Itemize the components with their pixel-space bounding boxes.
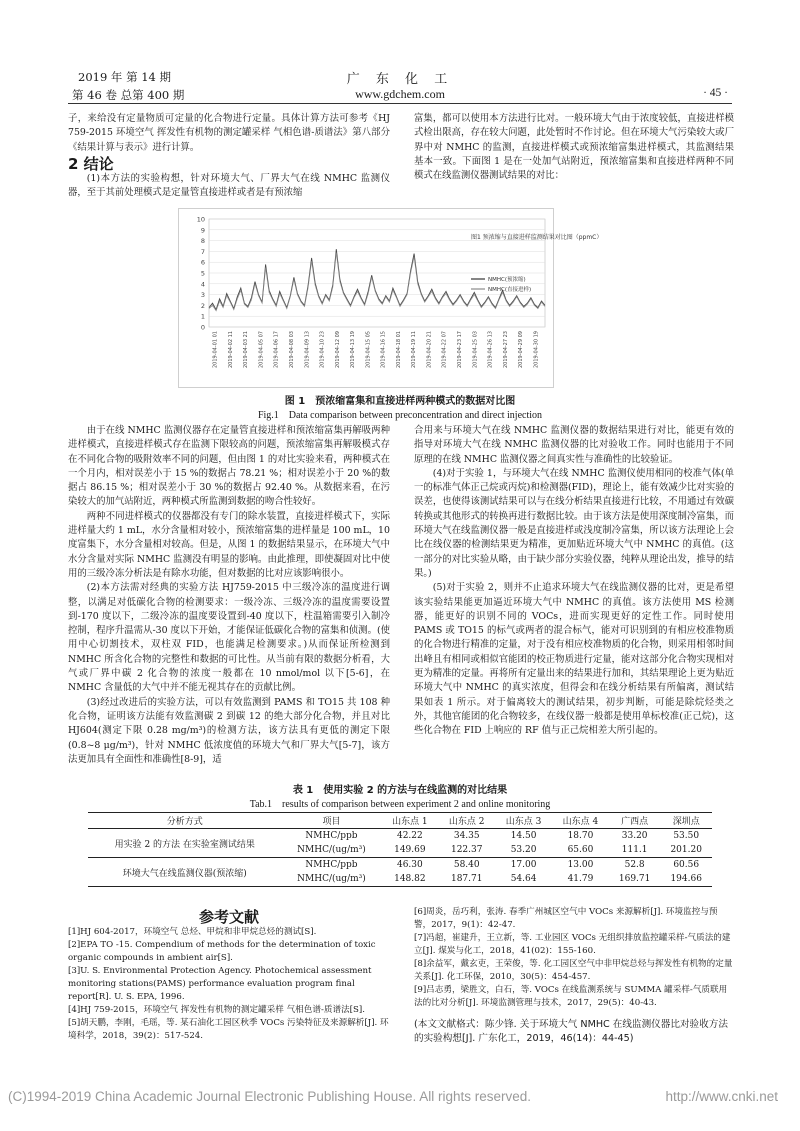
figure-caption-cn: 图 1 预浓缩富集和直接进样两种模式的数据对比图 [284,396,516,407]
references-heading: 参考文献 [198,908,259,926]
footer-copyright: (C)1994-2019 China Academic Journal Electronic Publishing House. All rights reserved. [8,1089,532,1104]
y-tick-label: 7 [200,247,205,256]
x-tick-label: 2019-04-10 23 [319,331,326,369]
x-tick-label: 2019-04-25 03 [472,331,479,369]
reference-item: [4]HJ 759-2015，环境空气 挥发性有机物的测定罐采样 气相色谱-质谱法[S]. [68,1005,365,1015]
x-tick-label: 2019-04-06 17 [273,331,280,369]
x-tick-label: 2019-04-20 21 [426,331,433,369]
reference-item: [3]U. S. Environmental Protection Agency. Photochemical assessment monitoring stations(PAMS) performance evaluation program final report[R]. U. S. EPA, 1996. [68,966,372,1002]
table-cell: 65.60 [567,845,594,855]
y-tick-label: 8 [200,237,205,246]
issue-label: 2019 年 第 14 期 [78,70,172,84]
reference-item: [9]吕志勇，梁胜文，白石，等. VOCs 在线监测系统与 SUMMA 罐采样-气质联用法的比对分析[J]. 环境监测管理与技术，2017，29(5)：40-43. [414,985,728,1008]
table-row [88,829,712,844]
x-tick-label: 2019-04-13 19 [350,331,357,369]
table-cell: 169.71 [618,874,651,884]
mid-left-paragraph-1: 由于在线 NMHC 监测仪器存在定量管直接进样和预浓缩富集再解吸两种进样模式，直接进样模式存在监测下限较高的问题，预浓缩富集再解吸模式存在不同化合物的吸附效率不同的问题，但由图 1 的对比实验来看，两种模式在一个月内，相对误差小于 15 %的数据占 78.21 %；相对误差小于 20 %的数据占 86.15 %；相对误差小于 30 %的数据占 92.40 %。从数据来看，在污染较大的加气站附近，两种模式所监测到数据的吻合性较好。 [68,425,390,508]
chart-title: 图1 预浓缩与直接进样监测结果对比图（ppmC） [471,234,603,241]
table-cell: 122.37 [450,845,483,855]
table-cell: 17.00 [510,860,537,870]
table-cell: 60.56 [673,860,700,870]
reference-item: [1]HJ 604-2017，环境空气 总烃、甲烷和非甲烷总烃的测试[S]. [68,927,317,937]
table-cell: 149.69 [394,845,426,855]
results-table [88,812,712,887]
x-tick-label: 2019-04-30 19 [533,331,540,369]
table-cell: 18.70 [567,831,594,841]
table-header: 山东点 3 [505,817,542,827]
table-header: 广西点 [621,817,649,827]
table-header: 深圳点 [672,817,700,827]
table-header: 山东点 1 [392,817,428,827]
right-top-column [414,112,734,183]
page-number: · 45 · [703,87,728,99]
reference-item: [8]余益军，戴玄吏，王荣俊，等. 化工园区空气中非甲烷总烃与挥发性有机物的定量关系[J]. 化工环保，2010，30(5)：454-457. [414,959,733,982]
mid-left-paragraph-4: (3)经过改进后的实验方法，可以有效监测到 PAMS 和 TO15 共 108 种化合物，证明该方法能有效监测碳 2 到碳 12 的绝大部分化合物，并且对比 HJ604(测定下限 0.28 mg/m³)的检测方法，该方法具有更低的测定下限(0.8~8 μg/m³)，针对 NMHC 低浓度值的环境大气和厂界大气[5-7]，该方法更加具有全面性和准确性[8-9]，适 [68,696,390,765]
table-cell: 54.64 [510,874,537,884]
table-item-cell: NMHC/ppb [305,831,358,841]
references-right [414,906,734,1010]
chart-canvas [179,209,603,387]
mid-left-paragraph-2: 两种不同进样模式的仪器都没有专门的除水装置，直接进样模式下，实际进样量大约 1 mL，水分含量相对较小，预浓缩富集的进样量是 100 mL，10 度富集下，水分含量相对较高。但是，从图 1 的数据结果显示，在环境大气中水分含量对实际 NMHC 监测没有明显的影响。由此推理，即使凝固对比中使用的三级冷冻分析法是有除水功能，但对数据的比对应该影响很小。 [68,510,390,579]
table-cell: 42.22 [396,831,423,841]
y-tick-label: 10 [196,215,205,224]
figure-1-chart [178,208,603,388]
table-method-cell: 环境大气在线监测仪器(预浓缩) [122,868,247,879]
mid-right-paragraph-2: (4)对于实验 1，与环境大气在线 NMHC 监测仪使用相同的校准气体(单一的标准气体正己烷或丙烷)和检测器(FID)，理论上，能有效减少比对实验的误差，也使得该测试结果可以与在线分析结果直接进行比较，不用通过有效碳转换或其他形式的转换再进行数据比较。由于该方法是使用深度制冷富集，而环境大气在线监测仪器一般是直接进样或浅度制冷富集，所以该方法理论上会比在线仪器的检测结果更为精准，更加贴近环境大气中 NMHC 的真值。(这一部分的对比实验从略，由于缺少部分实验仪器，纯粹从理论出发，推导的结果。) [414,467,734,579]
table-cell: 46.30 [396,860,423,870]
table-cell: 53.20 [510,845,537,855]
citation-format: (本文文献格式：陈少锋. 关于环境大气 NMHC 在线监测仪器比对验收方法的实验构想[J]. 广东化工，2019，46(14)：44-45) [414,1019,728,1044]
intro-paragraph: 子，来给没有定量物质可定量的化合物进行定量。具体计算方法可参考《HJ 759-2015 环境空气 挥发性有机物的测定罐采样 气相色谱-质谱法》第八部分《结果计算与表示》进行计算。 [68,113,390,153]
right-mid-column [414,424,734,739]
y-tick-label: 5 [200,269,205,278]
x-tick-label: 2019-04-12 09 [334,331,341,369]
mid-right-paragraph-1: 合用来与环境大气在线 NMHC 监测仪器的数据结果进行对比，能更有效的指导对环境大气在线 NMHC 监测仪器的比对验收工作。同时也能用于不同原理的在线 NMHC 监测仪器之间真实性与准确性的比较验证。 [414,425,734,465]
x-tick-label: 2019-04-18 01 [395,331,402,369]
table-item-cell: NMHC/(ug/m³) [297,845,366,855]
left-mid-column [68,424,390,767]
footer-url[interactable]: http://www.cnki.net [665,1089,778,1104]
results-table-wrapper [88,812,712,887]
table-row [88,858,712,873]
right-top-paragraph: 富集，都可以使用本方法进行比对。一般环境大气由于浓度较低，直接进样模式检出限高，存在较大问题，此处暂时不作讨论。但在环境大气污染较大或厂界中对 NMHC 的监测，直接进样模式或预浓缩富集进样模式，其监测结果基本一致。下面图 1 是在一处加气站附近，预浓缩富集和直接进样两种不同模式在线监测仪器测试结果的对比： [414,113,734,182]
x-tick-label: 2019-04-08 03 [289,331,295,369]
x-tick-label: 2019-04-01 01 [212,331,219,369]
table-header: 山东点 4 [562,817,599,827]
table-header: 山东点 2 [448,817,485,827]
figure-caption-en: Fig.1 Data comparison between preconcentration and direct injection [257,410,543,421]
table-header: 分析方式 [166,817,203,827]
table-cell: 41.79 [567,874,594,884]
table-cell: 14.50 [510,831,537,841]
table-cell: 148.82 [394,874,426,884]
header-rule [68,103,732,104]
y-tick-label: 0 [200,323,205,332]
mid-right-paragraph-3: (5)对于实验 2，则并不止追求环境大气在线监测仪器的比对，更是希望该实验结果能更加逼近环境大气中 NMHC 的真值。该方法使用 MS 检测器，能更好的识别不同的 VOCs，进而实现更好的定性工作。同时使用 PAMS 或 TO15 的标气或两者的混合标气，能对可识别到的有相应校准物质的化合物进行精准的定量，对于没有相应校准物质的化合物，则采用相邻时间出峰且有相同或相似官能团的校正物质进行定量，能对这部分化合物实现相对更为精准的定量。再将所有定量出来的结果进行加和，其结果理论上更为贴近环境大气中 NMHC 的真实浓度，但得会和在线分析结果有所偏离，测试结果如表 1 所示。对于偏离较大的测试结果，初步判断，可能是除烷烃类之外，其他官能团的化合物较多，在线仪器一般都是使用单标校准(正己烷)，这些化合物在 FID 上响应的 RF 值与正己烷相差大所引起的。 [414,582,734,737]
reference-item: [6]周炎，岳巧利，张涛. 春季广州城区空气中 VOCs 来源解析[J]. 环境监控与预警，2017，9(1)：42-47. [414,907,718,930]
table-method-cell: 用实验 2 的方法 在实验室测试结果 [114,839,255,850]
journal-name: 广 东 化 工 [346,72,454,87]
table-cell: 34.35 [453,831,480,841]
left-top-column [68,112,390,201]
x-tick-label: 2019-04-27 23 [502,331,509,369]
x-tick-label: 2019-04-05 07 [258,331,265,369]
table-cell: 201.20 [670,845,702,855]
table-cell: 111.1 [621,845,648,855]
y-tick-label: 4 [200,280,205,289]
x-tick-label: 2019-04-09 13 [304,331,311,369]
table-item-cell: NMHC/ppb [305,860,358,870]
y-tick-label: 9 [200,226,205,235]
section-heading: 2 结论 [68,154,114,173]
table-item-cell: NMHC/(ug/m³) [297,874,366,884]
x-tick-label: 2019-04-02 11 [227,331,234,369]
y-tick-label: 2 [200,301,205,310]
legend-label: NMHC(直接进样) [488,287,532,294]
table-cell: 52.8 [624,860,645,870]
table-header-row [88,813,712,829]
references-left [68,926,390,1043]
table-cell: 33.20 [621,831,648,841]
table-caption-cn: 表 1 使用实验 2 的方法与在线监测的对比结果 [292,785,508,796]
table-cell: 194.66 [670,874,702,884]
x-tick-label: 2019-04-26 13 [487,331,494,369]
reference-item: [5]胡天鹏，李刚，毛瑶，等. 某石油化工园区秋季 VOCs 污染特征及来源解析[J]. 环境科学，2018，39(2)：517-524. [68,1018,389,1041]
table-cell: 13.00 [567,860,594,870]
x-tick-label: 2019-04-19 11 [411,331,418,369]
x-tick-label: 2019-04-29 09 [518,331,525,369]
volume-label: 第 46 卷 总第 400 期 [72,88,185,102]
mid-left-paragraph-3: (2)本方法需对经典的实验方法 HJ759-2015 中三级冷冻的温度进行调整，以满足对低碳化合物的检测要求：一级冷冻、三级冷冻的温度需要设置到-170 度以下，二级冷冻的温度要设置到-40 度以下，柱温箱需要引入制冷控制，程序升温需从-30 度以下开始，才能保证低碳化合物的富集和侦测。(使用中心切割技术，双柱双 FID，也能满足检测要求。)从而保证所检测到 NMHC 所含化合物的完整性和数据的可比性。从当前有限的数据分析看，大气或厂界中碳 2 化合物的浓度一般都在 10 nmol/mol 以下[5-6]，在 NMHC 含量低的大气中并不能无视其存在的贡献比例。 [68,582,390,694]
table-cell: 53.50 [673,831,700,841]
x-tick-label: 2019-04-15 05 [365,331,372,369]
reference-item: [2]EPA TO -15. Compendium of methods for the determination of toxic organic compounds in ambient air[S]. [68,940,376,963]
x-tick-label: 2019-04-03 21 [243,331,250,369]
conclusion-paragraph-1: (1)本方法的实验构想，针对环境大气、厂界大气在线 NMHC 监测仪器，至于其前处理模式是定量管直接进样或者是有预浓缩 [68,173,390,199]
y-tick-label: 3 [200,291,205,300]
table-cell: 187.71 [450,874,483,884]
journal-website[interactable]: www.gdchem.com [355,87,445,101]
x-tick-label: 2019-04-23 17 [457,331,463,369]
x-tick-label: 2019-04-16 15 [380,331,387,369]
table-cell: 58.40 [453,860,480,870]
x-tick-label: 2019-04-22 07 [441,331,448,369]
y-tick-label: 6 [200,258,205,267]
table-header: 项目 [322,817,341,827]
table-caption-en: Tab.1 results of comparison between experiment 2 and online monitoring [249,799,551,810]
y-tick-label: 1 [200,312,205,321]
reference-item: [7]冯超，崔建升，王立新，等. 工业园区 VOCs 无组织排放监控罐采样-气质法的建立[J]. 煤炭与化工，2018，41(02)：155-160. [414,933,731,956]
legend-label: NMHC(预浓缩) [488,277,526,284]
